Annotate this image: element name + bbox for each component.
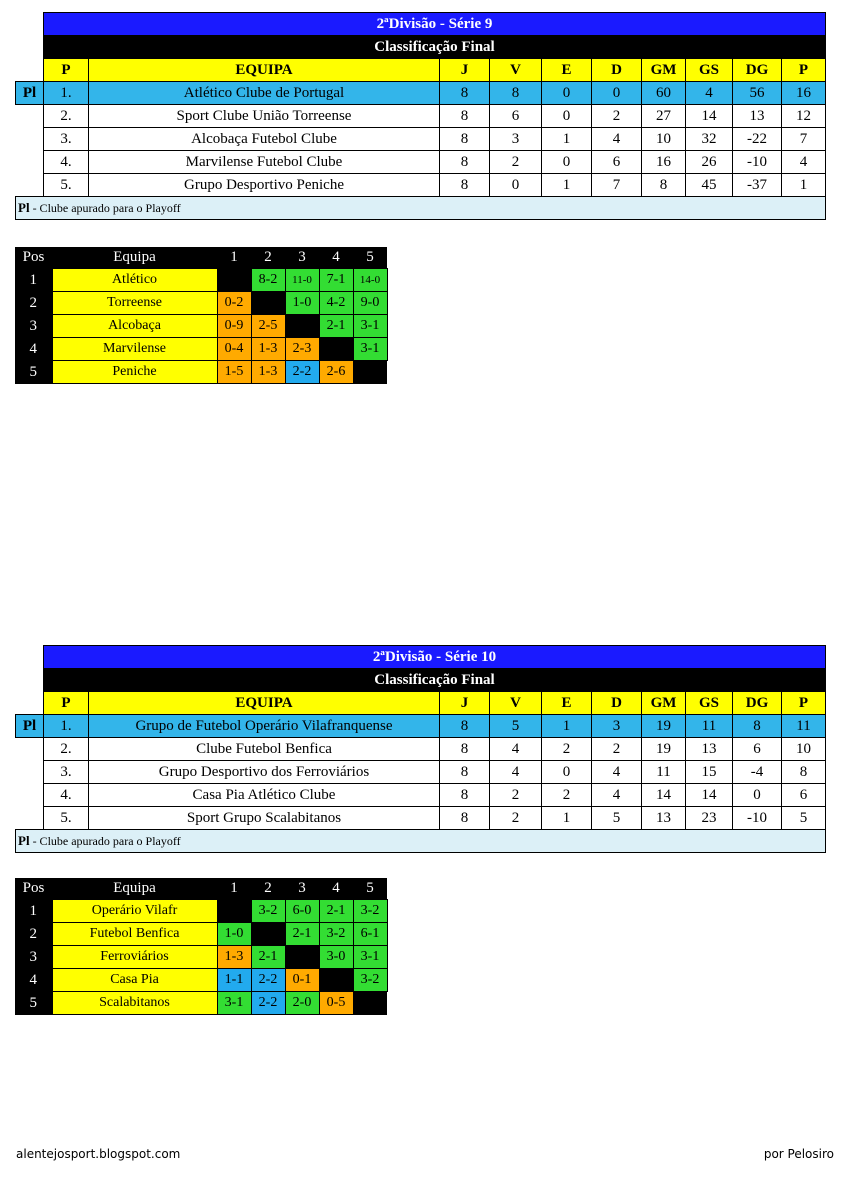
table-row — [16, 761, 826, 784]
table-subtitle: Classificação Final — [44, 36, 826, 59]
results-matrix-serie-10 — [15, 878, 388, 1015]
matrix-self-cell — [353, 361, 387, 384]
matrix-team: Operário Vilafr — [52, 900, 217, 923]
matrix-header-3: 3 — [285, 247, 319, 269]
blog-credit: alentejosport.blogspot.com — [16, 1147, 181, 1161]
matrix-team: Alcobaça — [52, 315, 217, 338]
matrix-result: 3-1 — [217, 992, 251, 1015]
matrix-row — [15, 338, 387, 361]
row-points: 16 — [782, 82, 826, 105]
row-d: 2 — [592, 738, 642, 761]
table-row — [16, 174, 826, 197]
row-j: 8 — [440, 128, 490, 151]
row-team: Atlético Clube de Portugal — [89, 82, 440, 105]
row-v: 4 — [490, 761, 542, 784]
matrix-header-3: 3 — [285, 878, 319, 900]
col-header-dg: DG — [733, 59, 782, 82]
playoff-mark — [16, 151, 44, 174]
matrix-result: 11-0 — [285, 269, 319, 292]
row-d: 5 — [592, 807, 642, 830]
row-j: 8 — [440, 174, 490, 197]
matrix-result: 2-1 — [319, 900, 353, 923]
matrix-team: Futebol Benfica — [52, 923, 217, 946]
row-dg: -10 — [733, 807, 782, 830]
matrix-row — [15, 361, 387, 384]
matrix-pos: 3 — [15, 946, 52, 969]
row-points: 5 — [782, 807, 826, 830]
matrix-header-1: 1 — [217, 878, 251, 900]
row-v: 2 — [490, 784, 542, 807]
matrix-row — [15, 292, 387, 315]
col-header-pos: P — [44, 692, 89, 715]
playoff-mark — [16, 174, 44, 197]
col-header-e: E — [542, 59, 592, 82]
legend-note — [16, 830, 826, 853]
row-gs: 14 — [686, 784, 733, 807]
row-d: 6 — [592, 151, 642, 174]
row-gs: 15 — [686, 761, 733, 784]
matrix-pos: 4 — [15, 969, 52, 992]
row-dg: -37 — [733, 174, 782, 197]
matrix-self-cell — [353, 992, 387, 1015]
table-row — [16, 738, 826, 761]
row-gm: 14 — [642, 784, 686, 807]
matrix-row — [15, 900, 387, 923]
matrix-self-cell — [285, 946, 319, 969]
row-gs: 4 — [686, 82, 733, 105]
row-points: 7 — [782, 128, 826, 151]
legend-note — [16, 197, 826, 220]
matrix-result: 8-2 — [251, 269, 285, 292]
matrix-result: 3-1 — [353, 946, 387, 969]
col-header-d: D — [592, 692, 642, 715]
row-j: 8 — [440, 761, 490, 784]
matrix-header-5: 5 — [353, 247, 387, 269]
row-d: 3 — [592, 715, 642, 738]
col-header-team: EQUIPA — [89, 692, 440, 715]
matrix-result: 2-6 — [319, 361, 353, 384]
row-dg: 0 — [733, 784, 782, 807]
row-pos: 3. — [44, 128, 89, 151]
matrix-pos: 1 — [15, 269, 52, 292]
matrix-result: 1-1 — [217, 969, 251, 992]
row-pos: 2. — [44, 738, 89, 761]
matrix-header-pos: Pos — [15, 247, 52, 269]
col-header-e: E — [542, 692, 592, 715]
row-e: 1 — [542, 807, 592, 830]
row-d: 4 — [592, 784, 642, 807]
row-gm: 10 — [642, 128, 686, 151]
matrix-result: 2-2 — [251, 992, 285, 1015]
row-e: 1 — [542, 715, 592, 738]
row-j: 8 — [440, 151, 490, 174]
matrix-header-team: Equipa — [52, 247, 217, 269]
matrix-result: 0-1 — [285, 969, 319, 992]
row-gs: 26 — [686, 151, 733, 174]
matrix-result: 2-3 — [285, 338, 319, 361]
row-gm: 60 — [642, 82, 686, 105]
row-dg: 13 — [733, 105, 782, 128]
matrix-pos: 1 — [15, 900, 52, 923]
author-credit: por Pelosiro — [763, 1147, 834, 1161]
matrix-result: 3-1 — [353, 338, 387, 361]
matrix-pos: 5 — [15, 992, 52, 1015]
matrix-result: 2-1 — [285, 923, 319, 946]
matrix-row — [15, 946, 387, 969]
matrix-team: Casa Pia — [52, 969, 217, 992]
row-gm: 8 — [642, 174, 686, 197]
standings-table-serie-10 — [15, 645, 826, 853]
row-team: Grupo de Futebol Operário Vilafranquense — [89, 715, 440, 738]
legend-key: Pl — [18, 200, 30, 215]
matrix-result: 4-2 — [319, 292, 353, 315]
row-d: 7 — [592, 174, 642, 197]
matrix-result: 9-0 — [353, 292, 387, 315]
playoff-mark — [16, 128, 44, 151]
playoff-mark: Pl — [16, 82, 44, 105]
row-gs: 13 — [686, 738, 733, 761]
matrix-result: 3-2 — [353, 900, 387, 923]
row-team: Grupo Desportivo dos Ferroviários — [89, 761, 440, 784]
matrix-pos: 4 — [15, 338, 52, 361]
table-row — [16, 807, 826, 830]
matrix-team: Scalabitanos — [52, 992, 217, 1015]
matrix-self-cell — [319, 338, 353, 361]
row-gm: 11 — [642, 761, 686, 784]
row-pos: 5. — [44, 807, 89, 830]
row-dg: 6 — [733, 738, 782, 761]
matrix-result: 3-2 — [353, 969, 387, 992]
matrix-result: 1-0 — [285, 292, 319, 315]
matrix-self-cell — [251, 923, 285, 946]
matrix-header-4: 4 — [319, 878, 353, 900]
row-pos: 2. — [44, 105, 89, 128]
matrix-self-cell — [217, 269, 251, 292]
matrix-result: 0-2 — [217, 292, 251, 315]
playoff-mark — [16, 784, 44, 807]
row-points: 8 — [782, 761, 826, 784]
matrix-self-cell — [319, 969, 353, 992]
row-gs: 11 — [686, 715, 733, 738]
matrix-self-cell — [217, 900, 251, 923]
row-gm: 13 — [642, 807, 686, 830]
col-header-gm: GM — [642, 59, 686, 82]
col-header-points: P — [782, 692, 826, 715]
matrix-team: Atlético — [52, 269, 217, 292]
matrix-row — [15, 269, 387, 292]
matrix-result: 7-1 — [319, 269, 353, 292]
row-gm: 19 — [642, 715, 686, 738]
matrix-header-team: Equipa — [52, 878, 217, 900]
col-header-pos: P — [44, 59, 89, 82]
row-v: 2 — [490, 807, 542, 830]
matrix-header-4: 4 — [319, 247, 353, 269]
row-points: 6 — [782, 784, 826, 807]
standings-table-serie-9 — [15, 12, 826, 220]
row-e: 2 — [542, 738, 592, 761]
row-d: 4 — [592, 128, 642, 151]
row-team: Alcobaça Futebol Clube — [89, 128, 440, 151]
row-e: 1 — [542, 174, 592, 197]
col-header-j: J — [440, 59, 490, 82]
row-j: 8 — [440, 105, 490, 128]
col-header-d: D — [592, 59, 642, 82]
row-e: 0 — [542, 151, 592, 174]
matrix-row — [15, 315, 387, 338]
matrix-result: 2-1 — [319, 315, 353, 338]
col-header-v: V — [490, 692, 542, 715]
row-j: 8 — [440, 807, 490, 830]
row-v: 3 — [490, 128, 542, 151]
matrix-team: Peniche — [52, 361, 217, 384]
matrix-team: Ferroviários — [52, 946, 217, 969]
table-row — [16, 105, 826, 128]
row-gm: 16 — [642, 151, 686, 174]
row-pos: 4. — [44, 151, 89, 174]
playoff-mark — [16, 738, 44, 761]
matrix-result: 3-0 — [319, 946, 353, 969]
table-title: 2ªDivisão - Série 9 — [44, 13, 826, 36]
matrix-row — [15, 969, 387, 992]
row-team: Sport Clube União Torreense — [89, 105, 440, 128]
row-pos: 1. — [44, 82, 89, 105]
matrix-result: 2-2 — [251, 969, 285, 992]
matrix-result: 1-3 — [251, 361, 285, 384]
row-team: Marvilense Futebol Clube — [89, 151, 440, 174]
matrix-header-2: 2 — [251, 878, 285, 900]
col-header-v: V — [490, 59, 542, 82]
col-header-gm: GM — [642, 692, 686, 715]
row-v: 4 — [490, 738, 542, 761]
matrix-self-cell — [251, 292, 285, 315]
table-row — [16, 784, 826, 807]
row-e: 2 — [542, 784, 592, 807]
row-points: 10 — [782, 738, 826, 761]
row-v: 6 — [490, 105, 542, 128]
matrix-header-1: 1 — [217, 247, 251, 269]
playoff-mark — [16, 105, 44, 128]
matrix-result: 3-2 — [319, 923, 353, 946]
results-matrix-serie-9 — [15, 247, 388, 384]
matrix-result: 0-9 — [217, 315, 251, 338]
matrix-result: 3-1 — [353, 315, 387, 338]
matrix-result: 0-5 — [319, 992, 353, 1015]
matrix-result: 1-0 — [217, 923, 251, 946]
row-team: Grupo Desportivo Peniche — [89, 174, 440, 197]
row-e: 0 — [542, 761, 592, 784]
matrix-result: 2-2 — [285, 361, 319, 384]
matrix-result: 6-1 — [353, 923, 387, 946]
row-e: 0 — [542, 105, 592, 128]
row-dg: 56 — [733, 82, 782, 105]
row-v: 0 — [490, 174, 542, 197]
row-j: 8 — [440, 715, 490, 738]
row-pos: 5. — [44, 174, 89, 197]
matrix-pos: 5 — [15, 361, 52, 384]
matrix-self-cell — [285, 315, 319, 338]
row-v: 8 — [490, 82, 542, 105]
row-d: 0 — [592, 82, 642, 105]
matrix-result: 1-3 — [251, 338, 285, 361]
matrix-result: 2-5 — [251, 315, 285, 338]
row-gs: 14 — [686, 105, 733, 128]
playoff-mark — [16, 761, 44, 784]
col-header-gs: GS — [686, 692, 733, 715]
row-points: 12 — [782, 105, 826, 128]
table-row — [16, 128, 826, 151]
matrix-team: Torreense — [52, 292, 217, 315]
row-d: 2 — [592, 105, 642, 128]
row-dg: 8 — [733, 715, 782, 738]
row-e: 1 — [542, 128, 592, 151]
row-gs: 23 — [686, 807, 733, 830]
matrix-pos: 2 — [15, 923, 52, 946]
legend-key: Pl — [18, 833, 30, 848]
table-row — [16, 82, 826, 105]
row-team: Casa Pia Atlético Clube — [89, 784, 440, 807]
matrix-result: 1-5 — [217, 361, 251, 384]
row-v: 5 — [490, 715, 542, 738]
row-points: 1 — [782, 174, 826, 197]
row-team: Clube Futebol Benfica — [89, 738, 440, 761]
matrix-header-pos: Pos — [15, 878, 52, 900]
table-title: 2ªDivisão - Série 10 — [44, 646, 826, 669]
row-j: 8 — [440, 738, 490, 761]
col-header-j: J — [440, 692, 490, 715]
row-gs: 32 — [686, 128, 733, 151]
row-v: 2 — [490, 151, 542, 174]
row-points: 4 — [782, 151, 826, 174]
playoff-mark: Pl — [16, 715, 44, 738]
row-gm: 19 — [642, 738, 686, 761]
row-dg: -10 — [733, 151, 782, 174]
row-team: Sport Grupo Scalabitanos — [89, 807, 440, 830]
matrix-result: 1-3 — [217, 946, 251, 969]
col-header-team: EQUIPA — [89, 59, 440, 82]
matrix-pos: 2 — [15, 292, 52, 315]
col-header-gs: GS — [686, 59, 733, 82]
table-subtitle: Classificação Final — [44, 669, 826, 692]
matrix-pos: 3 — [15, 315, 52, 338]
legend-text: - Clube apurado para o Playoff — [29, 834, 181, 848]
row-gm: 27 — [642, 105, 686, 128]
matrix-result: 14-0 — [353, 269, 387, 292]
row-pos: 4. — [44, 784, 89, 807]
row-j: 8 — [440, 82, 490, 105]
legend-text: - Clube apurado para o Playoff — [29, 201, 181, 215]
row-pos: 1. — [44, 715, 89, 738]
row-j: 8 — [440, 784, 490, 807]
matrix-result: 3-2 — [251, 900, 285, 923]
col-header-dg: DG — [733, 692, 782, 715]
col-header-points: P — [782, 59, 826, 82]
matrix-header-2: 2 — [251, 247, 285, 269]
matrix-result: 0-4 — [217, 338, 251, 361]
row-dg: -4 — [733, 761, 782, 784]
table-row — [16, 715, 826, 738]
matrix-result: 6-0 — [285, 900, 319, 923]
playoff-mark — [16, 807, 44, 830]
table-row — [16, 151, 826, 174]
matrix-row — [15, 923, 387, 946]
row-dg: -22 — [733, 128, 782, 151]
matrix-result: 2-0 — [285, 992, 319, 1015]
matrix-row — [15, 992, 387, 1015]
row-e: 0 — [542, 82, 592, 105]
matrix-result: 2-1 — [251, 946, 285, 969]
row-gs: 45 — [686, 174, 733, 197]
matrix-team: Marvilense — [52, 338, 217, 361]
row-pos: 3. — [44, 761, 89, 784]
row-d: 4 — [592, 761, 642, 784]
matrix-header-5: 5 — [353, 878, 387, 900]
row-points: 11 — [782, 715, 826, 738]
